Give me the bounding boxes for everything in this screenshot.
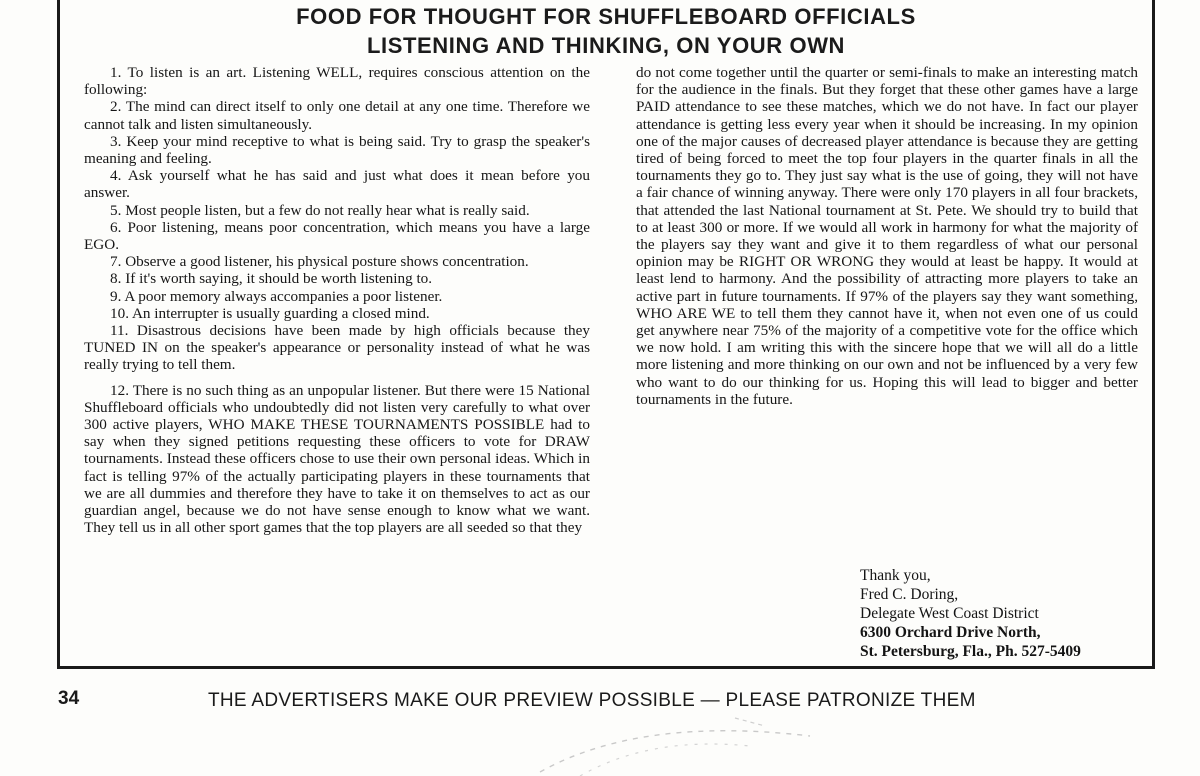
paragraph-10: 10. An interrupter is usually guarding a closed mind. — [110, 304, 430, 322]
footer-slogan: THE ADVERTISERS MAKE OUR PREVIEW POSSIBLE — PLEASE PATRONIZE THEM — [208, 690, 976, 711]
paragraph-1: 1. To listen is an art. Listening WELL, requires conscious attention on the following: — [84, 64, 590, 99]
paragraph-11: 11. Disastrous decisions have been made by high officials because they TUNED IN on the speaker's appearance or personality instead of what he was really trying to tell them. — [84, 322, 590, 374]
page-number: 34 — [58, 688, 80, 709]
signature-name: Fred C. Doring, — [860, 586, 959, 603]
paragraph-8: 8. If it's worth saying, it should be worth listening to. — [110, 270, 433, 288]
paragraph-3: 3. Keep your mind receptive to what is being said. Try to grasp the speaker's meaning and feeling. — [84, 132, 590, 168]
signature-role: Delegate West Coast District — [860, 605, 1039, 622]
paragraph-12: 12. There is no such thing as an unpopular listener. But there were 15 National Shuffleboard officials who undoubtedly did not listen very carefully to what over 300 active players, WHO MAKE THESE TOURNAMENTS POSSIBLE had to say when they signed petitions requesting these officers to vote for DRAW tournaments. Instead these officers chose to use their own personal ideas. Which in fact is telling 97% of the actually participating players in these tournaments that we are all dummies and therefore they have to take it on themselves to act as our guardian angel, because we do not have sense enough to know what we want. They tell us in all other sport games that the top players are all seeded so that they — [84, 381, 590, 537]
paragraph-4: 4. Ask yourself what he has said and just what does it mean before you answer. — [84, 167, 590, 202]
left-column — [84, 64, 590, 536]
signature-closing: Thank you, — [860, 567, 931, 584]
paragraph-7: 7. Observe a good listener, his physical posture shows concentration. — [110, 253, 529, 271]
article-title: FOOD FOR THOUGHT FOR SHUFFLEBOARD OFFICIALS — [296, 4, 916, 29]
paragraph-6: 6. Poor listening, means poor concentration, which means you have a large EGO. — [84, 218, 590, 254]
paragraph-9: 9. A poor memory always accompanies a poor listener. — [110, 287, 443, 305]
bleed-through-mark — [520, 706, 820, 776]
paragraph-2: 2. The mind can direct itself to only one detail at any one time. Therefore we cannot talk and listen simultaneously. — [84, 98, 590, 133]
right-column — [636, 64, 1138, 408]
signature-city-phone: St. Petersburg, Fla., Ph. 527-5409 — [860, 643, 1081, 660]
paragraph-12-continued: do not come together until the quarter or semi-finals to make an interesting match for the audience in the finals. But they forget that these other games have a large PAID attendance to see these matches, which we do not have. In fact our player attendance is getting less every year when it should be increasing. In my opinion one of the major causes of decreased player attendance is because they are getting tired of being forced to meet the top four players in the quarter finals in all the tournaments they go to. They just say what is the use of going, they will not have a fair chance of winning anyway. There were only 170 players in all four brackets, that attended the last National tournament at St. Pete. We should try to build that to at least 300 or more. If we would all work in harmony for what the majority of the players say they want and give it to them regardless of what our personal opinion may be RIGHT OR WRONG they would at least be happy. It would at least lend to harmony. And the possibility of attracting more players to take an active part in future tournaments. If 97% of the players say they want something, WHO ARE WE to tell them they cannot have it, when not even one of us could get anywhere near 75% of the majority of a competitive vote for the office which we now hold. I am writing this with the sincere hope that we will all do a little more listening and more thinking on our own and not be influenced by a very few who want to do our thinking for us. Hoping this will lead to bigger and better tournaments in the future. — [636, 64, 1138, 408]
signature-block — [860, 566, 1081, 661]
article-subtitle: LISTENING AND THINKING, ON YOUR OWN — [366, 33, 846, 58]
signature-address: 6300 Orchard Drive North, — [860, 624, 1041, 641]
paragraph-5: 5. Most people listen, but a few do not really hear what is really said. — [110, 201, 530, 219]
